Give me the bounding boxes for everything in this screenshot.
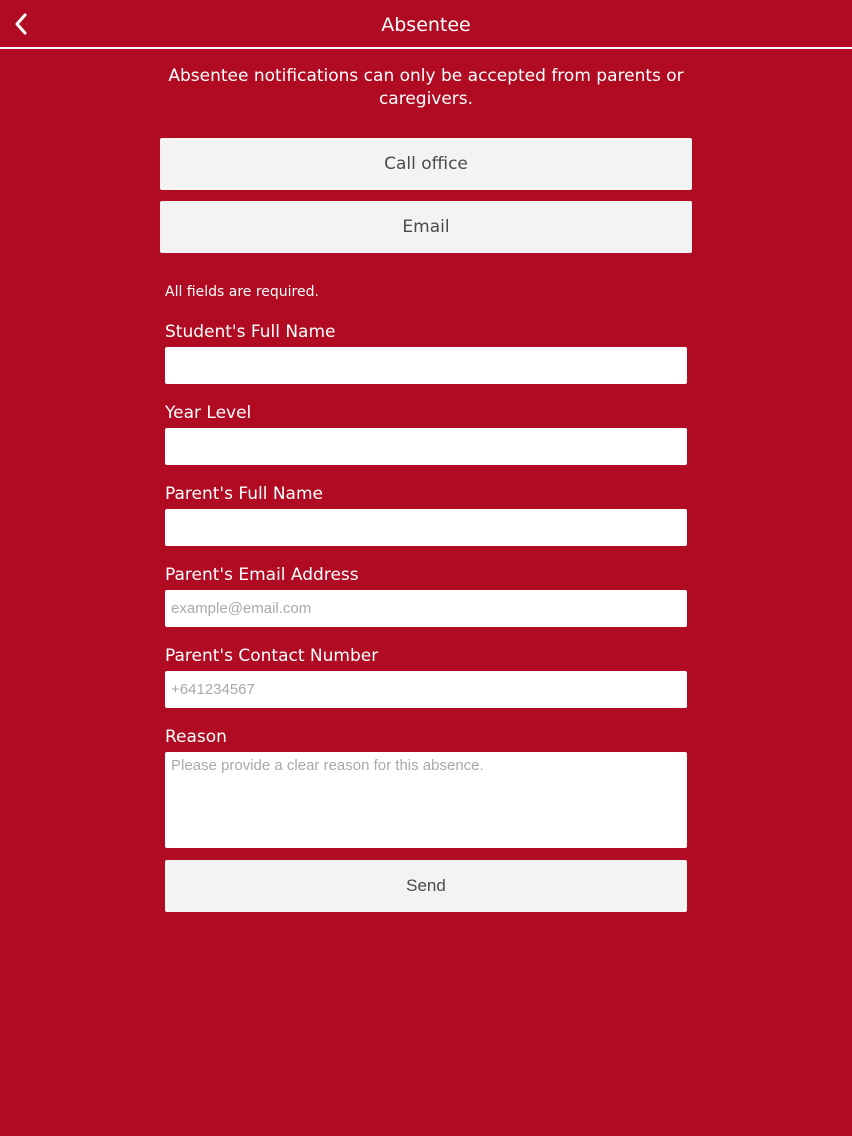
parent-phone-label: Parent's Contact Number xyxy=(165,646,379,666)
parent-name-label: Parent's Full Name xyxy=(165,484,323,504)
page-title: Absentee xyxy=(381,14,471,36)
parent-name-input[interactable] xyxy=(165,509,687,546)
nav-header xyxy=(0,0,852,49)
required-note: All fields are required. xyxy=(165,284,319,300)
student-name-input[interactable] xyxy=(165,347,687,384)
send-button[interactable]: Send xyxy=(165,860,687,912)
intro-text: Absentee notifications can only be accepted from parents or caregivers. xyxy=(168,66,684,109)
year-level-input[interactable] xyxy=(165,428,687,465)
reason-textarea[interactable] xyxy=(165,752,687,848)
year-level-label: Year Level xyxy=(165,403,252,423)
call-office-button[interactable]: Call office xyxy=(160,138,692,190)
parent-phone-input[interactable] xyxy=(165,671,687,708)
parent-email-input[interactable] xyxy=(165,590,687,627)
reason-label: Reason xyxy=(165,727,227,747)
student-name-label: Student's Full Name xyxy=(165,322,336,342)
email-button[interactable]: Email xyxy=(160,201,692,253)
parent-email-label: Parent's Email Address xyxy=(165,565,359,585)
